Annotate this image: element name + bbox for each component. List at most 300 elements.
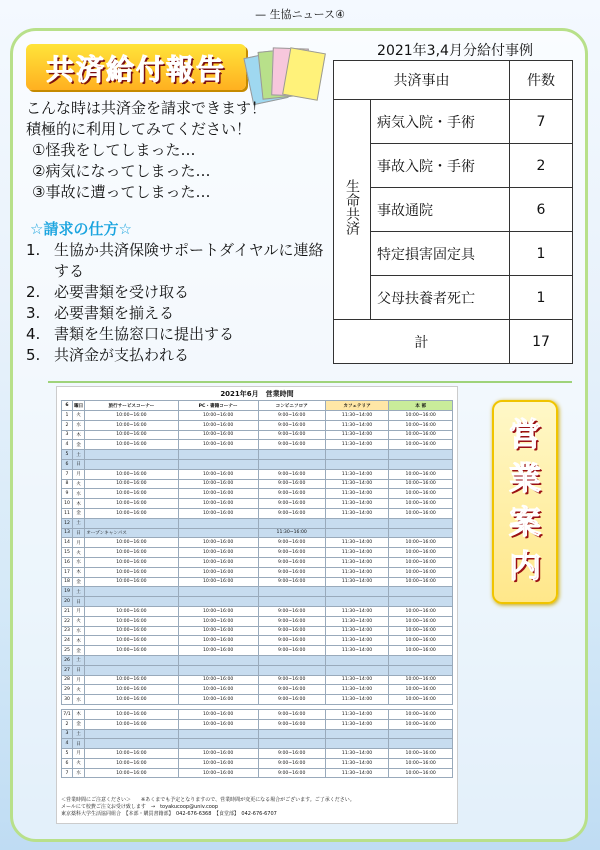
hours-cell: 10:00~16:00	[178, 758, 258, 768]
hours-cell: 10:00~16:00	[178, 675, 258, 685]
hours-row	[62, 646, 453, 656]
hours-cell: 10:00~16:00	[85, 538, 178, 548]
hours-cell	[178, 597, 258, 607]
hours-cell: 10:00~16:00	[178, 508, 258, 518]
hours-cell	[178, 450, 258, 460]
hours-cell: 9:00~16:00	[258, 411, 325, 421]
hours-cell: 10:00~16:00	[178, 411, 258, 421]
hours-cell: 11:30~14:00	[325, 469, 389, 479]
hours-cell: 10:00~16:00	[85, 557, 178, 567]
documents-illustration	[248, 44, 324, 104]
hours-cell: 10:00~16:00	[389, 616, 453, 626]
hours-cell: 10:00~16:00	[178, 606, 258, 616]
hours-weekday: 水	[73, 768, 85, 778]
claims-total: 17	[510, 320, 573, 364]
hours-row	[62, 518, 453, 528]
hours-date: 3	[62, 729, 73, 739]
hours-row	[62, 459, 453, 469]
hours-column-header: 6	[62, 401, 73, 411]
step-number: 4.	[26, 325, 41, 343]
hours-date: 7	[62, 469, 73, 479]
hours-cell: 10:00~16:00	[178, 616, 258, 626]
claims-item: 父母扶養者死亡	[371, 276, 510, 320]
hours-weekday: 土	[73, 518, 85, 528]
hours-cell: 9:00~16:00	[258, 567, 325, 577]
schedule-title: 2021年6月 営業時間	[220, 390, 294, 398]
hours-cell: 9:00~16:00	[258, 577, 325, 587]
hours-column-header: カフェテリア	[325, 401, 389, 411]
hours-row	[62, 508, 453, 518]
hours-cell: オープンキャンパス	[85, 528, 178, 538]
side-char: 業	[508, 459, 541, 497]
hours-cell: 11:30~14:00	[325, 695, 389, 705]
step-item	[26, 345, 336, 366]
hours-row	[62, 528, 453, 538]
example-item: ①怪我をしてしまった…	[32, 141, 196, 159]
hours-cell	[85, 729, 178, 739]
hours-date: 29	[62, 685, 73, 695]
hours-row	[62, 636, 453, 646]
hours-cell	[258, 450, 325, 460]
hours-row	[62, 440, 453, 450]
hours-weekday: 水	[73, 695, 85, 705]
hours-cell: 10:00~16:00	[389, 440, 453, 450]
hours-date: 24	[62, 636, 73, 646]
hours-cell: 11:30~14:00	[325, 567, 389, 577]
hours-cell: 10:00~16:00	[85, 479, 178, 489]
hours-weekday: 日	[73, 459, 85, 469]
hours-cell: 9:00~16:00	[258, 606, 325, 616]
hours-weekday: 月	[73, 606, 85, 616]
hours-cell: 10:00~16:00	[178, 709, 258, 719]
hours-date: 7	[62, 768, 73, 778]
hours-cell: 10:00~16:00	[389, 557, 453, 567]
claims-count: 1	[510, 276, 573, 320]
hours-column-header: 旅行サービスコーナー	[85, 401, 178, 411]
hours-date: 10	[62, 499, 73, 509]
side-char: 案	[508, 503, 541, 541]
hours-cell	[258, 655, 325, 665]
hours-cell: 10:00~16:00	[178, 636, 258, 646]
hours-cell: 10:00~16:00	[85, 567, 178, 577]
claims-header-count: 件数	[510, 61, 573, 100]
hours-row	[62, 548, 453, 558]
howto-title: ☆請求の仕方☆	[30, 220, 132, 238]
intro-line: 積極的に利用してみてください！	[26, 120, 252, 138]
hours-cell: 10:00~16:00	[389, 469, 453, 479]
hours-date: 11	[62, 508, 73, 518]
hours-row	[62, 469, 453, 479]
hours-cell: 10:00~16:00	[178, 420, 258, 430]
hours-row	[62, 695, 453, 705]
hours-cell: 10:00~16:00	[389, 577, 453, 587]
hours-cell: 10:00~16:00	[389, 675, 453, 685]
hours-date: 5	[62, 749, 73, 759]
hours-date: 4	[62, 440, 73, 450]
hours-cell: 11:30~14:00	[325, 577, 389, 587]
hours-cell: 10:00~16:00	[178, 430, 258, 440]
hours-weekday: 火	[73, 685, 85, 695]
hours-cell: 11:30~14:00	[325, 636, 389, 646]
hours-cell: 11:30~14:00	[325, 646, 389, 656]
hours-cell	[325, 665, 389, 675]
hours-cell	[178, 665, 258, 675]
hours-cell: 10:00~16:00	[178, 567, 258, 577]
hours-cell	[85, 459, 178, 469]
hours-row	[62, 675, 453, 685]
step-number: 1.	[26, 241, 41, 259]
claims-row	[334, 100, 573, 144]
hours-weekday: 金	[73, 577, 85, 587]
hours-cell: 9:00~16:00	[258, 695, 325, 705]
hours-cell	[389, 597, 453, 607]
hours-date: 12	[62, 518, 73, 528]
hours-date: 5	[62, 450, 73, 460]
step-number: 2.	[26, 283, 41, 301]
hours-cell: 9:00~16:00	[258, 749, 325, 759]
hours-date: 25	[62, 646, 73, 656]
hours-row	[62, 626, 453, 636]
hours-cell: 11:30~14:00	[325, 685, 389, 695]
hours-column-header: PC・書籍コーナー	[178, 401, 258, 411]
hours-weekday: 火	[73, 758, 85, 768]
hours-cell: 10:00~16:00	[389, 499, 453, 509]
hours-cell: 10:00~16:00	[85, 749, 178, 759]
hours-date: 22	[62, 616, 73, 626]
hours-cell: 11:30~14:00	[325, 508, 389, 518]
hours-cell: 10:00~16:00	[178, 499, 258, 509]
hours-row	[62, 616, 453, 626]
hours-cell: 10:00~16:00	[85, 719, 178, 729]
hours-cell	[325, 528, 389, 538]
hours-cell: 9:00~16:00	[258, 440, 325, 450]
step-item	[26, 282, 336, 303]
hours-row	[62, 768, 453, 778]
hours-cell: 10:00~16:00	[85, 489, 178, 499]
step-item	[26, 303, 336, 324]
hours-cell: 10:00~16:00	[85, 440, 178, 450]
hours-date: 14	[62, 538, 73, 548]
hours-date: 7/1	[62, 709, 73, 719]
hours-cell	[85, 450, 178, 460]
intro-line: こんな時は共済金を請求できます！	[26, 99, 267, 117]
side-char: 内	[508, 547, 541, 585]
hours-date: 30	[62, 695, 73, 705]
hours-cell: 9:00~16:00	[258, 616, 325, 626]
hours-cell: 10:00~16:00	[389, 430, 453, 440]
hours-cell: 11:30~14:00	[325, 719, 389, 729]
hours-cell	[178, 739, 258, 749]
hours-weekday: 木	[73, 636, 85, 646]
hours-date: 18	[62, 577, 73, 587]
hours-cell	[258, 739, 325, 749]
hours-table	[61, 400, 453, 778]
card-icon	[282, 47, 326, 101]
claims-item: 特定損害固定具	[371, 232, 510, 276]
hours-weekday: 木	[73, 709, 85, 719]
hours-cell: 10:00~16:00	[178, 557, 258, 567]
hours-cell	[325, 587, 389, 597]
hours-cell: 9:00~16:00	[258, 646, 325, 656]
hours-cell: 10:00~16:00	[85, 695, 178, 705]
hours-weekday: 水	[73, 420, 85, 430]
hours-cell: 10:00~16:00	[389, 479, 453, 489]
hours-weekday: 木	[73, 430, 85, 440]
hours-cell	[178, 518, 258, 528]
hours-cell: 10:00~16:00	[389, 709, 453, 719]
hours-cell	[178, 729, 258, 739]
hours-row	[62, 499, 453, 509]
hours-cell: 11:30~14:00	[325, 675, 389, 685]
hours-cell	[258, 518, 325, 528]
hours-cell	[325, 739, 389, 749]
step-text: 生協か共済保険サポートダイヤルに連絡する	[54, 241, 324, 280]
hours-column-header: コンビニフロア	[258, 401, 325, 411]
hours-cell: 10:00~16:00	[178, 749, 258, 759]
hours-cell: 10:00~16:00	[389, 420, 453, 430]
hours-date: 3	[62, 430, 73, 440]
hours-cell: 11:30~14:00	[325, 749, 389, 759]
hours-weekday: 日	[73, 665, 85, 675]
schedule-note: ＜営業時間にご注意ください＞ ※あくまでも予定となりますので、営業時間が変更になる場合がございます。ご了承ください。	[61, 797, 355, 803]
hours-cell: 10:00~16:00	[389, 411, 453, 421]
hours-cell: 9:00~16:00	[258, 469, 325, 479]
hours-row	[62, 587, 453, 597]
hours-weekday: 金	[73, 440, 85, 450]
hours-row	[62, 479, 453, 489]
hours-schedule	[56, 386, 458, 824]
hours-cell	[178, 528, 258, 538]
step-item	[26, 240, 336, 282]
claims-table	[333, 60, 573, 364]
hours-row	[62, 567, 453, 577]
hours-cell	[389, 450, 453, 460]
hours-row	[62, 719, 453, 729]
hours-cell	[389, 518, 453, 528]
hours-cell: 10:00~16:00	[85, 420, 178, 430]
hours-cell: 10:00~16:00	[178, 489, 258, 499]
newsletter-header: — 生協ニュース④	[255, 8, 345, 21]
title-banner	[26, 44, 246, 90]
hours-weekday: 日	[73, 739, 85, 749]
hours-cell: 10:00~16:00	[85, 577, 178, 587]
hours-weekday: 金	[73, 719, 85, 729]
intro-text	[26, 98, 326, 203]
hours-weekday: 火	[73, 479, 85, 489]
hours-cell: 11:30~14:00	[325, 606, 389, 616]
hours-cell: 10:00~16:00	[178, 646, 258, 656]
hours-cell: 10:00~16:00	[85, 709, 178, 719]
hours-date: 8	[62, 479, 73, 489]
hours-date: 23	[62, 626, 73, 636]
hours-cell	[85, 597, 178, 607]
hours-cell	[258, 597, 325, 607]
hours-cell: 10:00~16:00	[85, 768, 178, 778]
hours-cell: 11:30~14:00	[325, 420, 389, 430]
hours-weekday: 土	[73, 587, 85, 597]
hours-cell: 10:00~16:00	[178, 719, 258, 729]
hours-row	[62, 411, 453, 421]
hours-cell: 9:00~16:00	[258, 538, 325, 548]
hours-row	[62, 606, 453, 616]
hours-cell	[258, 665, 325, 675]
hours-cell	[325, 655, 389, 665]
hours-cell: 9:00~16:00	[258, 557, 325, 567]
hours-weekday: 火	[73, 548, 85, 558]
hours-weekday: 水	[73, 626, 85, 636]
hours-cell: 10:00~16:00	[389, 538, 453, 548]
step-text: 共済金が支払われる	[54, 346, 190, 364]
claims-header-item: 共済事由	[334, 61, 510, 100]
hours-cell: 10:00~16:00	[85, 616, 178, 626]
hours-date: 1	[62, 411, 73, 421]
hours-row	[62, 577, 453, 587]
hours-cell	[325, 459, 389, 469]
hours-date: 16	[62, 557, 73, 567]
hours-cell: 9:00~16:00	[258, 636, 325, 646]
hours-weekday: 木	[73, 499, 85, 509]
hours-cell: 9:00~16:00	[258, 685, 325, 695]
hours-header-row	[62, 401, 453, 411]
hours-weekday: 土	[73, 729, 85, 739]
hours-row	[62, 655, 453, 665]
hours-date: 28	[62, 675, 73, 685]
hours-cell: 10:00~16:00	[178, 768, 258, 778]
hours-cell: 11:30~14:00	[325, 626, 389, 636]
hours-weekday: 日	[73, 597, 85, 607]
hours-row	[62, 709, 453, 719]
hours-row	[62, 420, 453, 430]
hours-date: 9	[62, 489, 73, 499]
hours-cell: 10:00~16:00	[178, 626, 258, 636]
hours-cell: 9:00~16:00	[258, 430, 325, 440]
hours-date: 19	[62, 587, 73, 597]
claims-count: 2	[510, 144, 573, 188]
claims-item: 事故入院・手術	[371, 144, 510, 188]
claims-header-row	[334, 61, 573, 100]
hours-cell: 9:00~16:00	[258, 675, 325, 685]
hours-cell: 10:00~16:00	[389, 749, 453, 759]
step-text: 必要書類を受け取る	[54, 283, 190, 301]
hours-cell: 10:00~16:00	[178, 479, 258, 489]
howto-steps	[26, 240, 336, 366]
section-divider	[48, 381, 572, 383]
hours-row	[62, 758, 453, 768]
claims-count: 6	[510, 188, 573, 232]
hours-cell: 10:00~16:00	[85, 548, 178, 558]
hours-row	[62, 430, 453, 440]
hours-weekday: 水	[73, 489, 85, 499]
hours-weekday: 土	[73, 450, 85, 460]
hours-cell: 10:00~16:00	[389, 768, 453, 778]
hours-cell: 9:00~16:00	[258, 489, 325, 499]
claims-count: 1	[510, 232, 573, 276]
hours-weekday: 月	[73, 538, 85, 548]
hours-weekday: 金	[73, 508, 85, 518]
hours-row	[62, 557, 453, 567]
claims-count: 7	[510, 100, 573, 144]
page-title: 共済給付報告	[45, 53, 226, 86]
hours-cell	[389, 739, 453, 749]
hours-cell	[178, 459, 258, 469]
hours-row	[62, 597, 453, 607]
hours-cell: 10:00~16:00	[85, 499, 178, 509]
hours-cell: 10:00~16:00	[389, 636, 453, 646]
hours-cell	[258, 729, 325, 739]
hours-weekday: 木	[73, 567, 85, 577]
hours-row	[62, 739, 453, 749]
hours-cell: 9:00~16:00	[258, 709, 325, 719]
hours-date: 21	[62, 606, 73, 616]
hours-cell: 10:00~16:00	[85, 606, 178, 616]
hours-cell: 11:30~14:00	[325, 430, 389, 440]
hours-weekday: 土	[73, 655, 85, 665]
claims-total-row	[334, 320, 573, 364]
hours-cell: 9:00~16:00	[258, 768, 325, 778]
hours-cell: 10:00~16:00	[85, 626, 178, 636]
hours-cell: 10:00~16:00	[389, 646, 453, 656]
hours-cell	[389, 587, 453, 597]
hours-row	[62, 685, 453, 695]
hours-cell	[85, 587, 178, 597]
hours-column-header: 本 部	[389, 401, 453, 411]
side-char: 営	[508, 415, 541, 453]
example-item: ②病気になってしまった…	[32, 162, 211, 180]
hours-cell: 10:00~16:00	[85, 758, 178, 768]
hours-cell: 10:00~16:00	[389, 567, 453, 577]
hours-date: 17	[62, 567, 73, 577]
hours-date: 6	[62, 758, 73, 768]
hours-cell: 10:00~16:00	[389, 606, 453, 616]
hours-row	[62, 749, 453, 759]
hours-date: 15	[62, 548, 73, 558]
hours-date: 20	[62, 597, 73, 607]
hours-cell: 10:00~16:00	[389, 685, 453, 695]
hours-date: 27	[62, 665, 73, 675]
hours-cell	[325, 597, 389, 607]
hours-cell	[85, 665, 178, 675]
hours-cell: 10:00~16:00	[389, 626, 453, 636]
hours-cell	[85, 518, 178, 528]
hours-cell: 11:30~14:00	[325, 768, 389, 778]
hours-cell: 11:30~14:00	[325, 440, 389, 450]
hours-cell	[178, 587, 258, 597]
hours-cell: 11:30~14:00	[325, 499, 389, 509]
hours-cell: 11:30~14:00	[325, 616, 389, 626]
hours-cell: 10:00~16:00	[85, 685, 178, 695]
claims-total-label: 計	[334, 320, 510, 364]
hours-date: 2	[62, 420, 73, 430]
hours-cell	[258, 587, 325, 597]
hours-cell: 10:00~16:00	[85, 508, 178, 518]
hours-column-header: 曜日	[73, 401, 85, 411]
hours-row	[62, 538, 453, 548]
hours-weekday: 月	[73, 749, 85, 759]
hours-cell	[389, 729, 453, 739]
hours-weekday: 日	[73, 528, 85, 538]
hours-cell: 10:00~16:00	[389, 508, 453, 518]
hours-weekday: 火	[73, 616, 85, 626]
step-number: 3.	[26, 304, 41, 322]
hours-cell: 9:00~16:00	[258, 626, 325, 636]
step-number: 5.	[26, 346, 41, 364]
hours-cell	[389, 459, 453, 469]
hours-cell: 9:00~16:00	[258, 548, 325, 558]
hours-weekday: 火	[73, 411, 85, 421]
schedule-email: メールにて校費ご注文お受け致します → toyakucoop@univ.coop	[61, 804, 219, 810]
hours-weekday: 月	[73, 469, 85, 479]
hours-cell: 10:00~16:00	[178, 695, 258, 705]
